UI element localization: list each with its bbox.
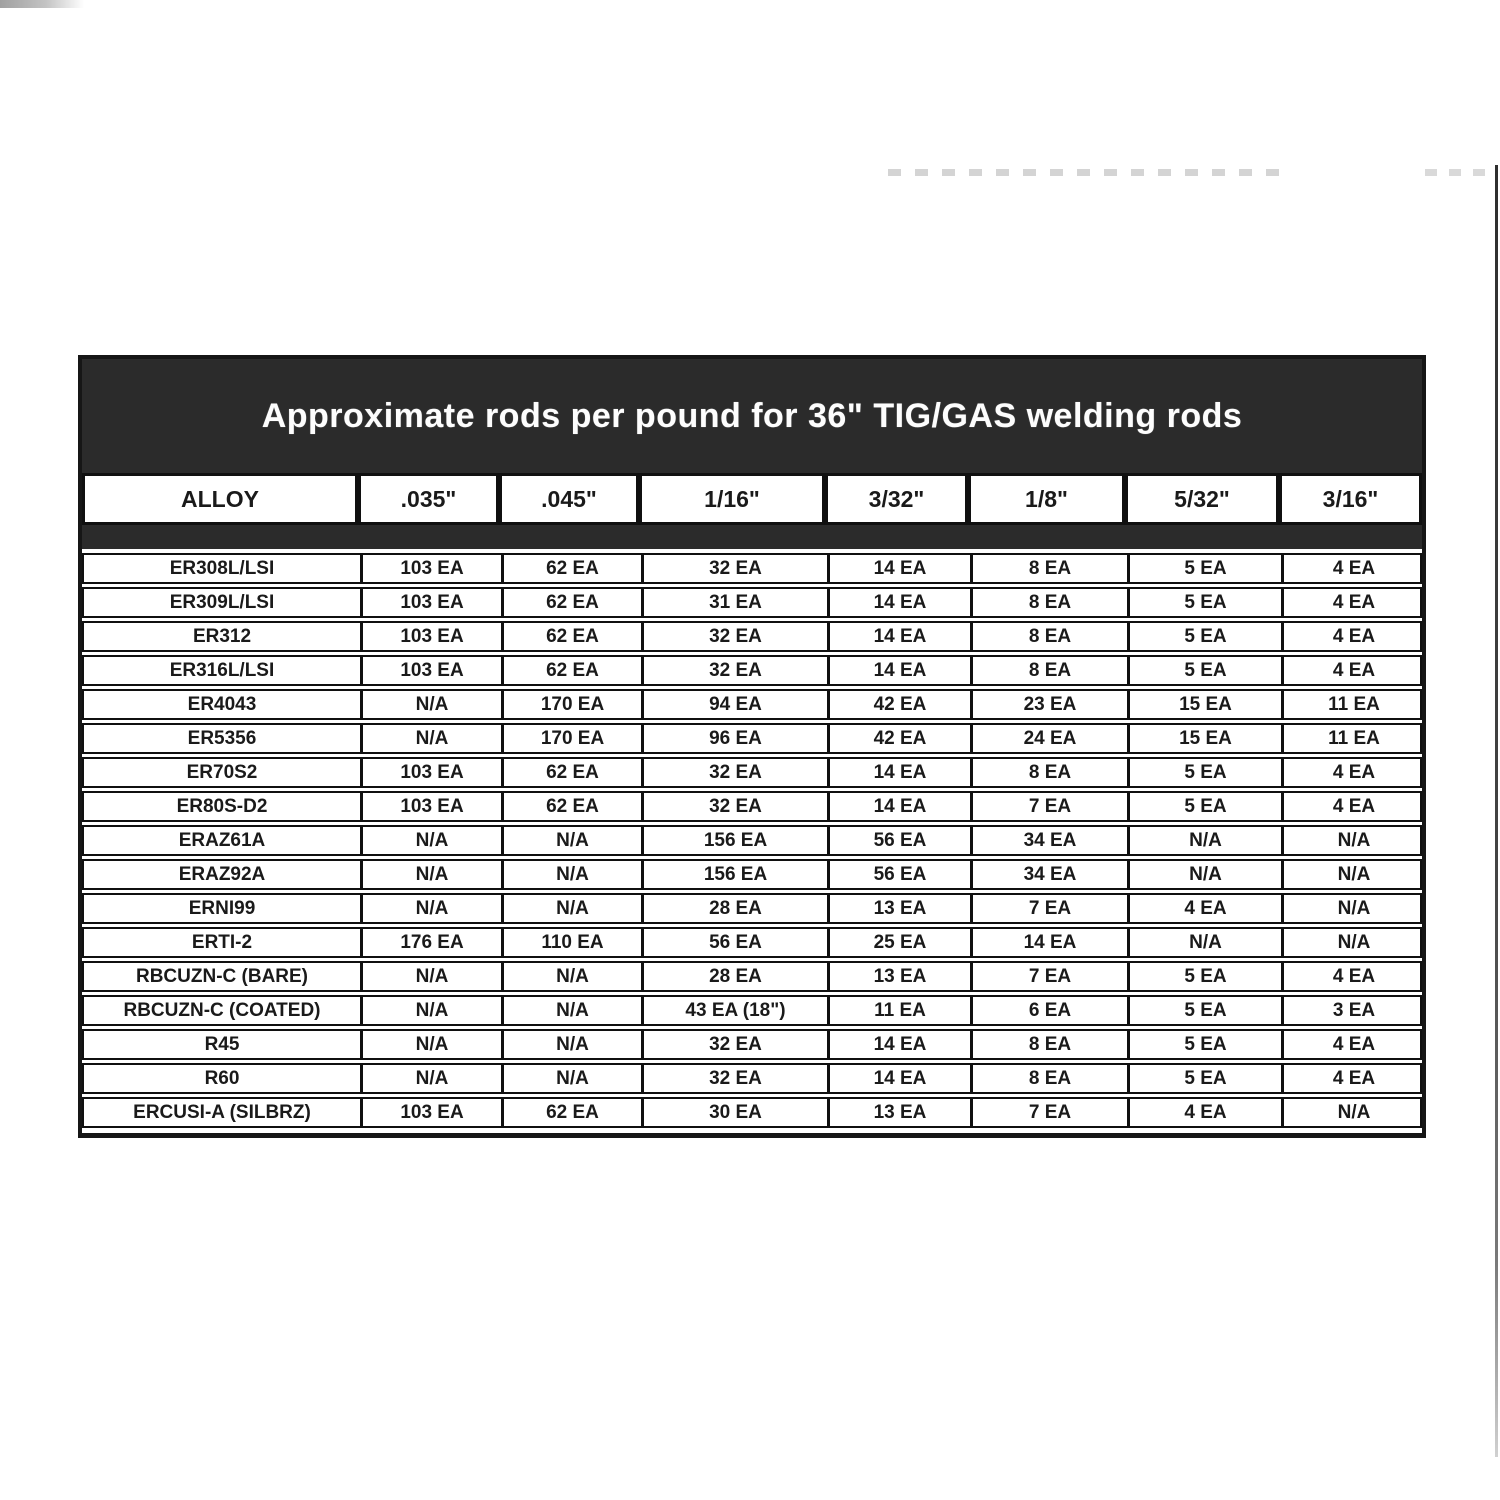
alloy-cell: R45: [204, 1033, 240, 1055]
value-cell: 5 EA: [1127, 997, 1281, 1024]
alloy-cell: ER308L/LSI: [169, 557, 275, 579]
value-cell: 11 EA: [1281, 725, 1424, 752]
value-cell: 4 EA: [1281, 793, 1424, 820]
value-cell: N/A: [360, 827, 501, 854]
value-cell: 176 EA: [360, 929, 501, 956]
value-cell: 96 EA: [641, 725, 827, 752]
value-cell: N/A: [1127, 861, 1281, 888]
table-row: [82, 621, 1422, 652]
value-cell: 62 EA: [501, 555, 641, 582]
value-cell: 5 EA: [1127, 589, 1281, 616]
value-cell: 94 EA: [641, 691, 827, 718]
value-cell: 14 EA: [827, 657, 970, 684]
value-cell: 4 EA: [1127, 895, 1281, 922]
value-cell: 103 EA: [360, 589, 501, 616]
value-cell: 62 EA: [501, 759, 641, 786]
value-cell: 62 EA: [501, 793, 641, 820]
value-cell: 14 EA: [827, 589, 970, 616]
value-cell: N/A: [501, 827, 641, 854]
scan-artifact-speckles: [888, 169, 1293, 176]
table-header-row: [82, 473, 1422, 525]
table-row: [82, 791, 1422, 822]
value-cell: 11 EA: [827, 997, 970, 1024]
column-header-3-16: 3/16": [1279, 473, 1422, 525]
value-cell: 24 EA: [970, 725, 1127, 752]
value-cell: N/A: [360, 725, 501, 752]
value-cell: 62 EA: [501, 657, 641, 684]
value-cell: 14 EA: [827, 623, 970, 650]
value-cell: 7 EA: [970, 895, 1127, 922]
value-cell: N/A: [501, 1065, 641, 1092]
value-cell: N/A: [360, 997, 501, 1024]
value-cell: 4 EA: [1281, 1065, 1424, 1092]
value-cell: 32 EA: [641, 623, 827, 650]
value-cell: 5 EA: [1127, 1031, 1281, 1058]
value-cell: N/A: [360, 691, 501, 718]
table-row: [82, 689, 1422, 720]
value-cell: 62 EA: [501, 589, 641, 616]
table-row: [82, 587, 1422, 618]
value-cell: 14 EA: [970, 929, 1127, 956]
alloy-cell: ERAZ61A: [178, 829, 266, 851]
value-cell: N/A: [360, 963, 501, 990]
value-cell: 103 EA: [360, 555, 501, 582]
value-cell: 30 EA: [641, 1099, 827, 1126]
value-cell: 103 EA: [360, 759, 501, 786]
value-cell: N/A: [501, 1031, 641, 1058]
value-cell: 23 EA: [970, 691, 1127, 718]
value-cell: N/A: [501, 895, 641, 922]
value-cell: 4 EA: [1281, 623, 1424, 650]
table-row: [82, 757, 1422, 788]
value-cell: 8 EA: [970, 555, 1127, 582]
column-header-5-32: 5/32": [1125, 473, 1279, 525]
column-header-035: .035": [358, 473, 499, 525]
value-cell: 5 EA: [1127, 793, 1281, 820]
value-cell: 13 EA: [827, 963, 970, 990]
value-cell: N/A: [1281, 827, 1424, 854]
value-cell: 8 EA: [970, 589, 1127, 616]
table-row: [82, 859, 1422, 890]
value-cell: N/A: [501, 861, 641, 888]
value-cell: 4 EA: [1281, 963, 1424, 990]
alloy-cell: ERNI99: [188, 897, 256, 919]
value-cell: 34 EA: [970, 861, 1127, 888]
value-cell: 4 EA: [1281, 759, 1424, 786]
alloy-cell: ERCUSI-A (SILBRZ): [133, 1101, 311, 1123]
value-cell: 4 EA: [1281, 1031, 1424, 1058]
table-row: [82, 995, 1422, 1026]
value-cell: 14 EA: [827, 555, 970, 582]
scan-artifact-speckles: [1425, 169, 1491, 176]
value-cell: 14 EA: [827, 759, 970, 786]
value-cell: 32 EA: [641, 793, 827, 820]
alloy-cell: ER70S2: [186, 761, 258, 783]
value-cell: 8 EA: [970, 623, 1127, 650]
value-cell: 32 EA: [641, 1031, 827, 1058]
value-cell: 13 EA: [827, 895, 970, 922]
value-cell: N/A: [360, 895, 501, 922]
column-header-1-8: 1/8": [968, 473, 1125, 525]
value-cell: 103 EA: [360, 793, 501, 820]
value-cell: 7 EA: [970, 963, 1127, 990]
scan-artifact-edge-line: [1495, 165, 1498, 1457]
value-cell: 56 EA: [827, 827, 970, 854]
value-cell: 32 EA: [641, 1065, 827, 1092]
value-cell: 7 EA: [970, 1099, 1127, 1126]
value-cell: 15 EA: [1127, 691, 1281, 718]
value-cell: 5 EA: [1127, 963, 1281, 990]
value-cell: 11 EA: [1281, 691, 1424, 718]
table-body: [82, 549, 1422, 1133]
alloy-cell: ERAZ92A: [178, 863, 266, 885]
value-cell: N/A: [360, 1031, 501, 1058]
value-cell: N/A: [501, 997, 641, 1024]
value-cell: 31 EA: [641, 589, 827, 616]
scan-artifact-streak-left: [0, 0, 84, 8]
value-cell: 8 EA: [970, 1065, 1127, 1092]
value-cell: 62 EA: [501, 1099, 641, 1126]
table-row: [82, 655, 1422, 686]
value-cell: 8 EA: [970, 759, 1127, 786]
value-cell: 42 EA: [827, 691, 970, 718]
table-row: [82, 825, 1422, 856]
value-cell: N/A: [360, 861, 501, 888]
value-cell: 7 EA: [970, 793, 1127, 820]
value-cell: 56 EA: [641, 929, 827, 956]
alloy-cell: ER4043: [187, 693, 257, 715]
value-cell: N/A: [360, 1065, 501, 1092]
value-cell: 15 EA: [1127, 725, 1281, 752]
value-cell: 3 EA: [1281, 997, 1424, 1024]
value-cell: 170 EA: [501, 725, 641, 752]
alloy-cell: ER309L/LSI: [169, 591, 275, 613]
value-cell: 5 EA: [1127, 1065, 1281, 1092]
alloy-cell: RBCUZN-C (COATED): [123, 999, 321, 1021]
value-cell: 4 EA: [1281, 589, 1424, 616]
value-cell: 4 EA: [1281, 555, 1424, 582]
value-cell: 156 EA: [641, 827, 827, 854]
column-header-alloy: ALLOY: [82, 473, 358, 525]
value-cell: 62 EA: [501, 623, 641, 650]
value-cell: 5 EA: [1127, 623, 1281, 650]
value-cell: 5 EA: [1127, 555, 1281, 582]
value-cell: 4 EA: [1127, 1099, 1281, 1126]
alloy-cell: ER312: [192, 625, 252, 647]
table-row: [82, 723, 1422, 754]
value-cell: 6 EA: [970, 997, 1127, 1024]
value-cell: 14 EA: [827, 1031, 970, 1058]
alloy-cell: RBCUZN-C (BARE): [135, 965, 309, 987]
alloy-cell: ER80S-D2: [176, 795, 268, 817]
value-cell: 5 EA: [1127, 759, 1281, 786]
table-row: [82, 893, 1422, 924]
value-cell: N/A: [501, 963, 641, 990]
value-cell: 8 EA: [970, 1031, 1127, 1058]
separator-band: [82, 525, 1422, 549]
table-title: Approximate rods per pound for 36" TIG/GAS welding rods: [261, 396, 1243, 435]
value-cell: 103 EA: [360, 1099, 501, 1126]
value-cell: 8 EA: [970, 657, 1127, 684]
table-row: [82, 961, 1422, 992]
value-cell: 56 EA: [827, 861, 970, 888]
value-cell: N/A: [1127, 827, 1281, 854]
table-row: [82, 1029, 1422, 1060]
value-cell: 32 EA: [641, 657, 827, 684]
value-cell: 43 EA (18"): [641, 997, 827, 1024]
column-header-1-16: 1/16": [639, 473, 825, 525]
value-cell: 170 EA: [501, 691, 641, 718]
value-cell: 103 EA: [360, 623, 501, 650]
value-cell: 5 EA: [1127, 657, 1281, 684]
value-cell: N/A: [1281, 929, 1424, 956]
value-cell: 28 EA: [641, 895, 827, 922]
table-row: [82, 1063, 1422, 1094]
value-cell: 14 EA: [827, 793, 970, 820]
value-cell: 25 EA: [827, 929, 970, 956]
table-row: [82, 927, 1422, 958]
value-cell: 103 EA: [360, 657, 501, 684]
value-cell: 32 EA: [641, 555, 827, 582]
value-cell: N/A: [1281, 861, 1424, 888]
value-cell: 13 EA: [827, 1099, 970, 1126]
table-row: [82, 1097, 1422, 1128]
value-cell: N/A: [1127, 929, 1281, 956]
table-title-band: [82, 359, 1422, 473]
value-cell: 4 EA: [1281, 657, 1424, 684]
alloy-cell: ER5356: [187, 727, 257, 749]
value-cell: N/A: [1281, 1099, 1424, 1126]
alloy-cell: ERTI-2: [191, 931, 253, 953]
alloy-cell: R60: [204, 1067, 240, 1089]
value-cell: 34 EA: [970, 827, 1127, 854]
value-cell: 28 EA: [641, 963, 827, 990]
value-cell: 110 EA: [501, 929, 641, 956]
column-header-3-32: 3/32": [825, 473, 968, 525]
value-cell: 156 EA: [641, 861, 827, 888]
value-cell: 42 EA: [827, 725, 970, 752]
column-header-045: .045": [499, 473, 639, 525]
value-cell: N/A: [1281, 895, 1424, 922]
rods-per-pound-table: [78, 355, 1426, 1138]
alloy-cell: ER316L/LSI: [169, 659, 275, 681]
value-cell: 14 EA: [827, 1065, 970, 1092]
table-row: [82, 553, 1422, 584]
value-cell: 32 EA: [641, 759, 827, 786]
